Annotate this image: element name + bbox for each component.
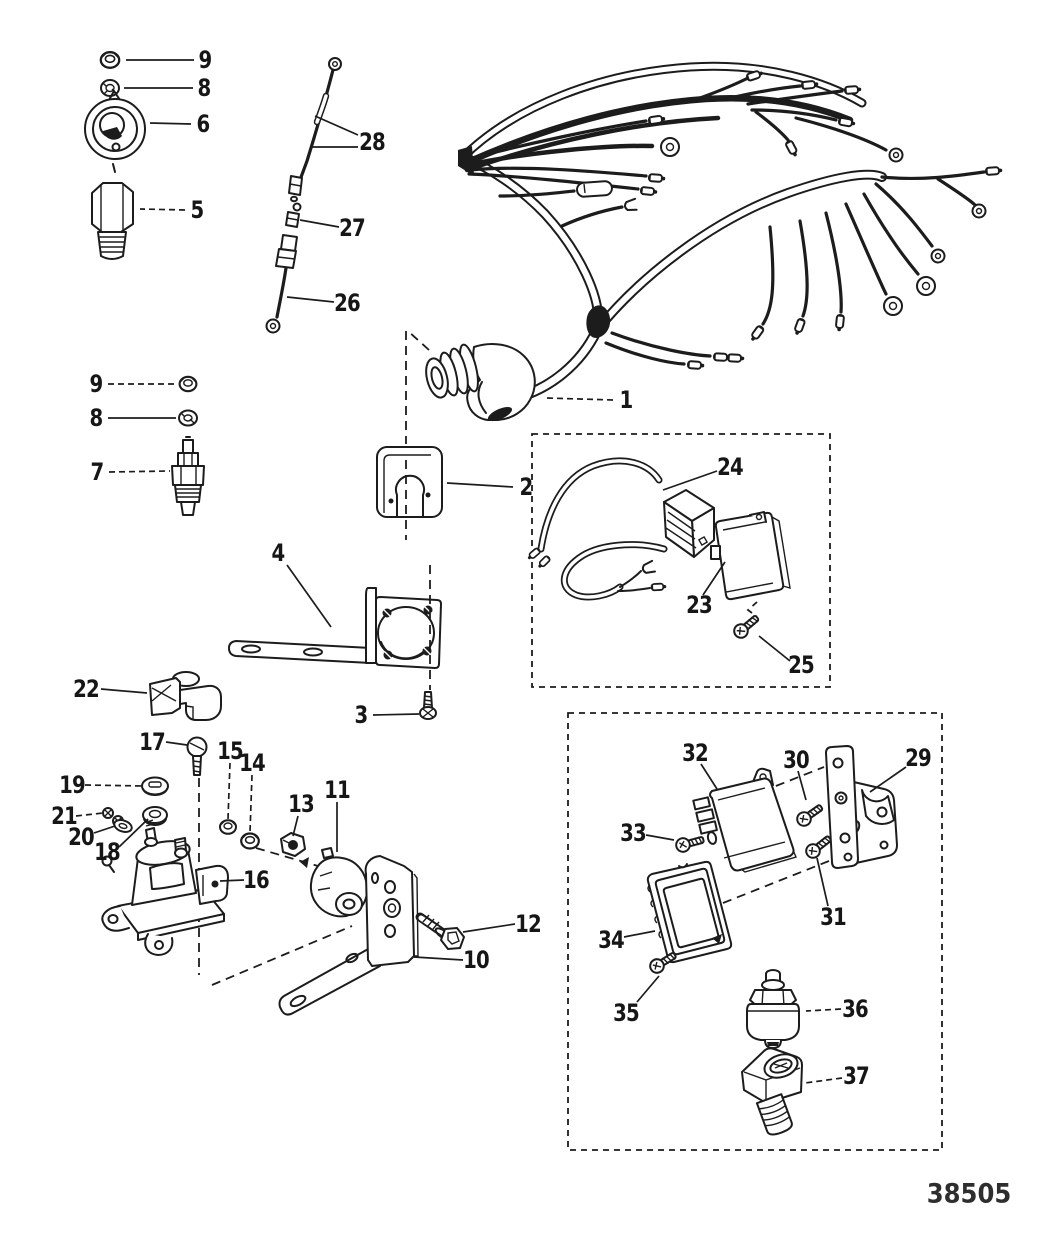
- leader-line-26: [287, 297, 334, 302]
- callout-16-starter-solenoid: 16: [243, 866, 269, 894]
- callout-8-lock-washer: 8: [197, 74, 211, 102]
- leader-line-10: [414, 957, 463, 960]
- leader-line-27: [300, 220, 339, 227]
- callout-37-angle-sender-fitting: 37: [843, 1062, 869, 1090]
- part-1-wiring-harness: [422, 66, 1002, 424]
- leader-line-14: [250, 775, 252, 832]
- part-16-starter-solenoid: [102, 820, 228, 955]
- callout-14-hex-nut: 14: [239, 749, 265, 777]
- callout-7-temperature-sender: 7: [90, 458, 104, 486]
- part-12-hex-bolt: [420, 915, 464, 949]
- part-5-hex-plug: [92, 183, 133, 259]
- part-17-screw: [188, 738, 207, 776]
- leader-line-16: [220, 880, 244, 881]
- leader-line-4: [287, 565, 331, 627]
- part-26-lead-wire: [267, 235, 298, 333]
- callout-12-hex-bolt: 12: [515, 910, 541, 938]
- callout-36-pressure-switch: 36: [842, 995, 868, 1023]
- leader-line-22: [101, 689, 147, 693]
- callout-20-lock-washer: 20: [68, 823, 94, 851]
- callout-18-flat-washer: 18: [94, 838, 120, 866]
- leader-line-1: [547, 398, 613, 400]
- leader-line-37: [805, 1078, 842, 1083]
- callout-2-cable-clamp: 2: [519, 473, 533, 501]
- callout-33-screw: 33: [620, 819, 646, 847]
- leader-line-13: [293, 816, 298, 836]
- part-37-angle-sender-fitting: [742, 1048, 802, 1137]
- part-8-lock-washer-mid: [179, 411, 197, 426]
- part-33-screw: [675, 833, 705, 853]
- callout-11-idle-stop-device: 11: [324, 776, 350, 804]
- leader-line-29: [870, 767, 906, 792]
- part-2-cable-clamp: [377, 447, 442, 517]
- callout-35-screw: 35: [613, 999, 639, 1027]
- part-29-mounting-bracket: [826, 746, 897, 868]
- leader-line-25: [759, 636, 790, 661]
- leader-line-19: [85, 785, 144, 786]
- part-36-pressure-switch: [747, 970, 799, 1048]
- leader-line-24: [663, 471, 717, 490]
- callout-10-l-bracket: 10: [463, 946, 489, 974]
- part-9-hex-nut-mid: [180, 377, 197, 391]
- leader-line-36: [806, 1009, 841, 1011]
- callout-9-hex-nut: 9: [198, 46, 212, 74]
- callout-5-hex-plug: 5: [190, 196, 204, 224]
- axis-dashed-lines: [406, 331, 429, 444]
- leader-line-28: [315, 116, 358, 135]
- drawing-number: 38505: [926, 1178, 1012, 1210]
- callout-13-hex-nut: 13: [288, 790, 314, 818]
- callout-30-screw: 30: [783, 746, 809, 774]
- part-25-screw: [731, 612, 761, 640]
- part-31-screw: [803, 833, 833, 861]
- leader-line-17: [166, 742, 187, 745]
- leader-line-21: [76, 813, 103, 816]
- leader-line-6: [150, 123, 191, 124]
- callout-15-hex-nut: 15: [217, 737, 243, 765]
- part-3-screw: [420, 692, 436, 719]
- leader-line-12: [463, 924, 515, 932]
- callout-26-lead-wire: 26: [334, 289, 360, 317]
- leader-line-34: [624, 931, 655, 937]
- leader-line-3: [373, 714, 419, 715]
- callout-3-screw: 3: [354, 701, 368, 729]
- callout-1-wiring-harness: 1: [619, 386, 633, 414]
- callout-21-washer: 21: [51, 802, 77, 830]
- leader-line-20: [94, 826, 115, 833]
- part-27-connector-sleeve: [286, 204, 301, 228]
- leader-line-35: [637, 976, 659, 1002]
- part-9-hex-nut-top: [101, 52, 119, 68]
- part-19-cap-nut: [142, 778, 168, 796]
- leader-line-32: [701, 764, 717, 789]
- callout-29-mounting-bracket: 29: [905, 744, 931, 772]
- callout-9-hex-nut: 9: [89, 370, 103, 398]
- part-11-idle-stop-device: [300, 848, 367, 916]
- leader-line-7: [109, 471, 170, 472]
- part-34-module-with-gasket: [648, 862, 731, 962]
- callout-25-screw: 25: [788, 651, 814, 679]
- leader-line-31: [817, 858, 828, 906]
- part-13-hex-nut: [281, 833, 305, 856]
- part-22-clip: [150, 672, 221, 720]
- callout-34-module-with-gasket: 34: [598, 926, 624, 954]
- part-28-lead-wire: [289, 58, 341, 201]
- callout-19-cap-nut: 19: [59, 771, 85, 799]
- leader-line-15: [228, 763, 230, 819]
- part-6-round-sender: [85, 91, 145, 172]
- part-7-temperature-sender: [172, 437, 204, 515]
- part-15-hex-nut: [220, 820, 236, 834]
- callout-4-bracket-plate: 4: [271, 539, 285, 567]
- part-18-flat-washer: [143, 807, 167, 825]
- callout-24-rectifier-with-leads: 24: [717, 453, 743, 481]
- callout-6-round-sender: 6: [196, 110, 210, 138]
- part-14-hex-nut: [241, 834, 259, 849]
- leader-line-5: [140, 209, 185, 210]
- part-30-screw: [795, 801, 826, 828]
- callout-23-module: 23: [686, 591, 712, 619]
- leader-line-33: [646, 835, 674, 840]
- part-4-bracket-plate: [229, 588, 441, 668]
- callout-28-lead-wire-assembly: 28: [359, 128, 385, 156]
- callout-31-screw: 31: [820, 903, 846, 931]
- callout-27-connector-sleeve: 27: [339, 214, 365, 242]
- part-20-lock-washer: [113, 818, 134, 834]
- part-23-module: [711, 512, 790, 599]
- callout-8-lock-washer: 8: [89, 404, 103, 432]
- leader-line-2: [447, 483, 513, 487]
- callout-17-screw: 17: [139, 728, 165, 756]
- callout-32-control-module: 32: [682, 739, 708, 767]
- callout-22-clip: 22: [73, 675, 99, 703]
